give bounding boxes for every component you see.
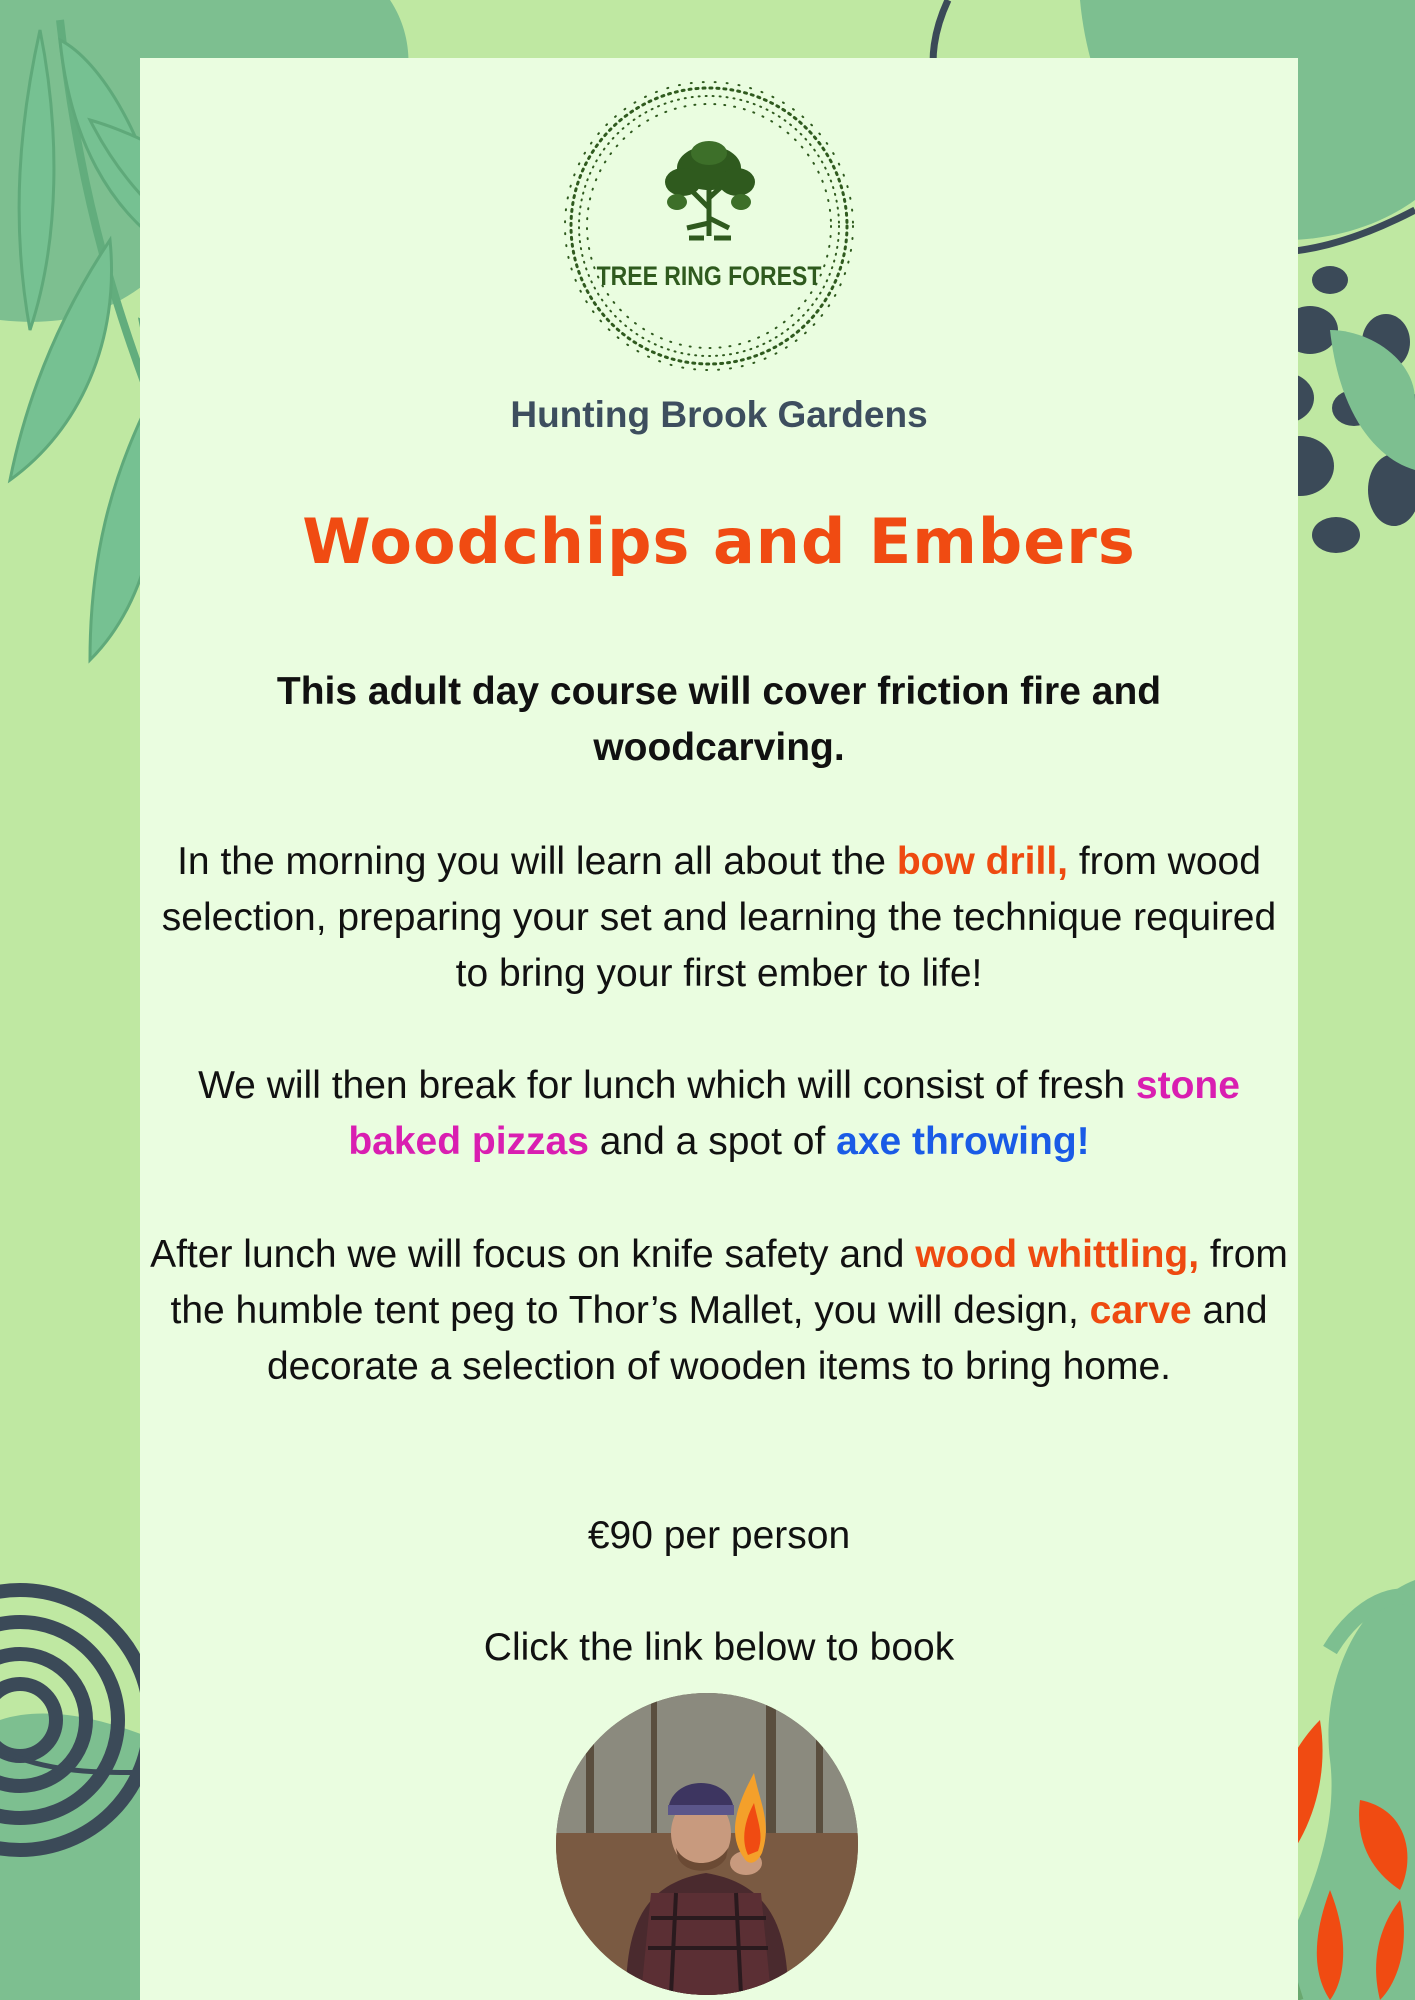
instructor-photo[interactable]: [556, 1693, 858, 1995]
wood-whittling-highlight: wood whittling,: [915, 1233, 1200, 1276]
afternoon-text-middle: from the humble tent peg to Thor’s Mallet, you will design,: [170, 1233, 1288, 1332]
afternoon-paragraph: [150, 1227, 1288, 1395]
logo-text: TREE RING FOREST: [596, 262, 822, 292]
morning-text: In the morning you will learn all about the: [177, 840, 897, 883]
carve-highlight: carve: [1089, 1289, 1192, 1332]
price: €90 per person: [587, 1514, 851, 1557]
morning-text-end: from wood selection, preparing your set and learning the technique required to bring your first ember to life!: [161, 840, 1277, 995]
flyer-content: [140, 0, 1298, 2000]
morning-paragraph: [150, 834, 1288, 1002]
course-title: Woodchips and Embers: [302, 505, 1136, 578]
afternoon-text: After lunch we will focus on knife safety and: [150, 1233, 916, 1276]
lunch-text-middle: and a spot of: [588, 1120, 837, 1163]
pizza-highlight: stone baked pizzas: [348, 1064, 1240, 1163]
tree-ring-forest-logo: [559, 78, 859, 378]
booking-call-to-action: Click the link below to book: [483, 1626, 955, 1669]
venue-name: Hunting Brook Gardens: [510, 394, 928, 435]
lunch-paragraph: [150, 1058, 1288, 1170]
bow-drill-highlight: bow drill,: [896, 840, 1068, 883]
course-summary: This adult day course will cover friction fire and woodcarving.: [276, 670, 1162, 769]
axe-throwing-highlight: axe throwing!: [836, 1120, 1090, 1163]
afternoon-text-end: and decorate a selection of wooden items to bring home.: [266, 1289, 1268, 1388]
tree-icon: [665, 141, 755, 238]
lunch-text: We will then break for lunch which will consist of fresh: [198, 1064, 1136, 1107]
